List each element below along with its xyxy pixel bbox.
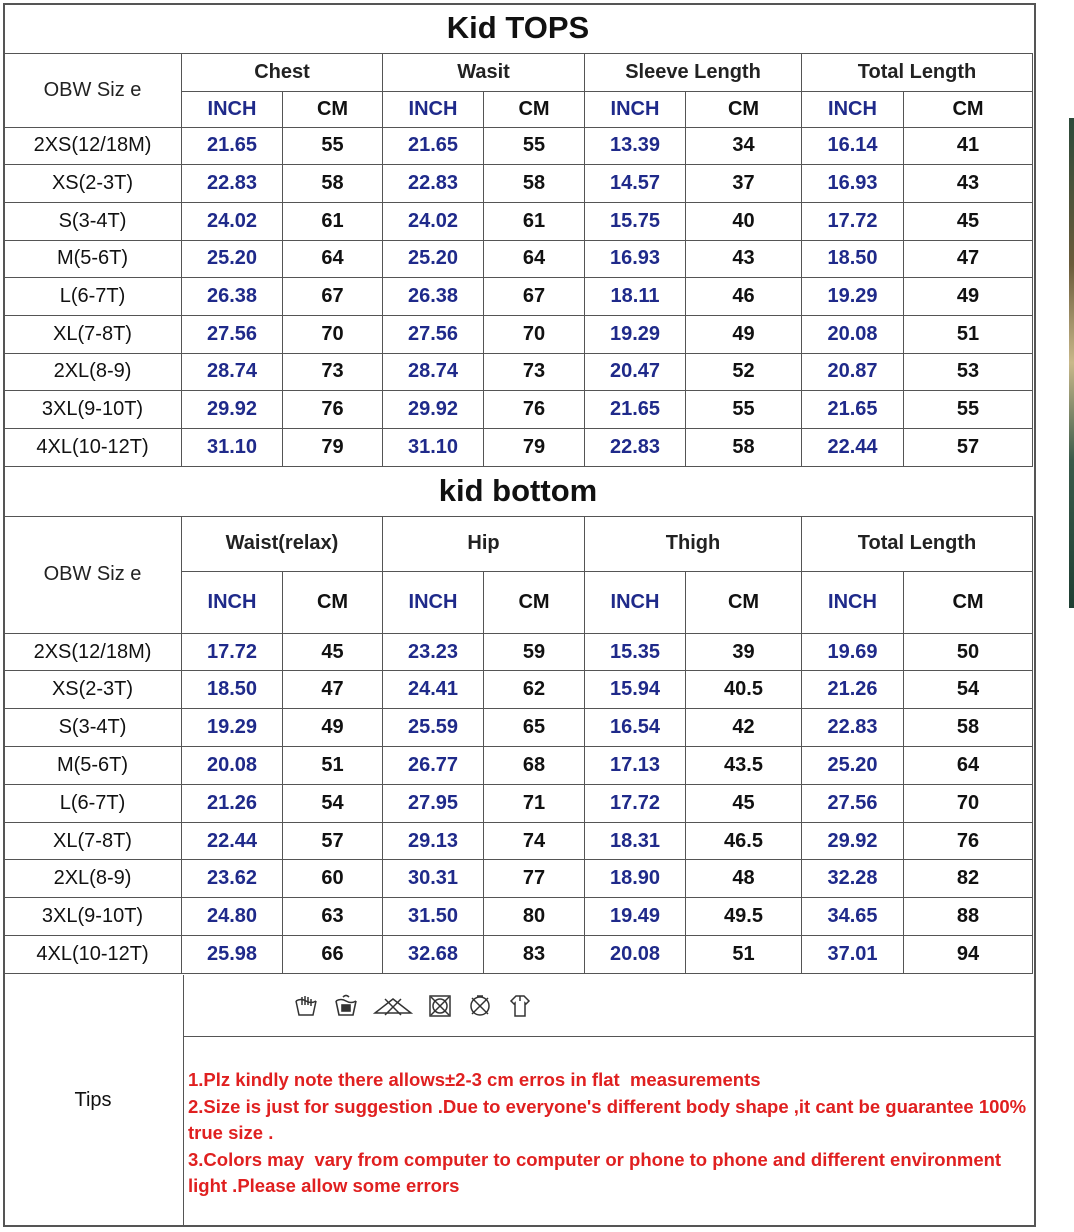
cm-value: 55 [686, 391, 802, 429]
size-label: S(3-4T) [4, 202, 182, 240]
inch-value: 20.87 [802, 353, 904, 391]
size-label: M(5-6T) [4, 747, 182, 785]
bottom-group-hip: Hip [383, 516, 585, 571]
tip-note-2: 2.Size is just for suggestion .Due to everyone's different body shape ,it cant be guarantee 100% true size . [188, 1095, 1032, 1143]
inch-value: 31.10 [383, 429, 484, 467]
tops-row [4, 202, 1033, 240]
cm-value: 54 [904, 671, 1033, 709]
unit-cm: CM [686, 571, 802, 633]
inch-value: 25.59 [383, 709, 484, 747]
inch-value: 16.93 [585, 240, 686, 278]
cm-value: 61 [484, 202, 585, 240]
size-label: 4XL(10-12T) [4, 429, 182, 467]
inch-value: 22.83 [182, 165, 283, 203]
unit-cm: CM [484, 91, 585, 127]
inch-value: 18.90 [585, 860, 686, 898]
cm-value: 49 [283, 709, 383, 747]
size-label: L(6-7T) [4, 784, 182, 822]
cm-value: 52 [686, 353, 802, 391]
inch-value: 29.92 [802, 822, 904, 860]
unit-cm: CM [283, 91, 383, 127]
do-not-bleach-icon [373, 993, 413, 1019]
inch-value: 25.20 [182, 240, 283, 278]
inch-value: 21.65 [383, 127, 484, 165]
size-label: 4XL(10-12T) [4, 936, 182, 974]
cm-value: 49 [686, 315, 802, 353]
inch-value: 19.29 [182, 709, 283, 747]
inch-value: 19.69 [802, 633, 904, 671]
size-label: 2XS(12/18M) [4, 127, 182, 165]
tops-row [4, 429, 1033, 467]
size-label: L(6-7T) [4, 278, 182, 316]
inch-value: 18.11 [585, 278, 686, 316]
inch-value: 34.65 [802, 898, 904, 936]
inch-value: 31.10 [182, 429, 283, 467]
cm-value: 70 [904, 784, 1033, 822]
tips-notes [188, 1067, 1032, 1200]
inch-value: 24.02 [182, 202, 283, 240]
inch-value: 21.26 [802, 671, 904, 709]
cm-value: 58 [283, 165, 383, 203]
cm-value: 45 [904, 202, 1033, 240]
inch-value: 19.49 [585, 898, 686, 936]
cm-value: 45 [686, 784, 802, 822]
cm-value: 73 [283, 353, 383, 391]
cropped-photo-edge [1069, 118, 1074, 608]
inch-value: 25.98 [182, 936, 283, 974]
size-label: 3XL(9-10T) [4, 391, 182, 429]
inch-value: 20.08 [585, 936, 686, 974]
bottom-row [4, 784, 1033, 822]
tops-row [4, 278, 1033, 316]
do-not-tumble-dry-icon [427, 993, 453, 1019]
hand-wash-icon [293, 993, 319, 1019]
inch-value: 16.14 [802, 127, 904, 165]
cm-value: 80 [484, 898, 585, 936]
unit-inch: INCH [585, 91, 686, 127]
bottom-table-body [4, 633, 1033, 973]
inch-value: 19.29 [585, 315, 686, 353]
cm-value: 58 [484, 165, 585, 203]
cm-value: 58 [904, 709, 1033, 747]
size-label: 3XL(9-10T) [4, 898, 182, 936]
inch-value: 23.23 [383, 633, 484, 671]
bottom-row [4, 747, 1033, 785]
inch-value: 27.56 [802, 784, 904, 822]
cm-value: 40 [686, 202, 802, 240]
cm-value: 65 [484, 709, 585, 747]
inch-value: 23.62 [182, 860, 283, 898]
unit-inch: INCH [802, 91, 904, 127]
bottom-row [4, 898, 1033, 936]
inch-value: 37.01 [802, 936, 904, 974]
unit-inch: INCH [585, 571, 686, 633]
cm-value: 63 [283, 898, 383, 936]
cm-value: 41 [904, 127, 1033, 165]
size-label: 2XS(12/18M) [4, 633, 182, 671]
cm-value: 45 [283, 633, 383, 671]
inch-value: 25.20 [383, 240, 484, 278]
inch-value: 25.20 [802, 747, 904, 785]
cm-value: 66 [283, 936, 383, 974]
tip-note-1: 1.Plz kindly note there allows±2-3 cm erros in flat measurements [188, 1069, 761, 1090]
bottom-row [4, 671, 1033, 709]
cm-value: 53 [904, 353, 1033, 391]
cm-value: 67 [484, 278, 585, 316]
unit-inch: INCH [182, 571, 283, 633]
cm-value: 73 [484, 353, 585, 391]
inch-value: 22.83 [802, 709, 904, 747]
cm-value: 70 [283, 315, 383, 353]
inch-value: 14.57 [585, 165, 686, 203]
cm-value: 54 [283, 784, 383, 822]
inch-value: 22.44 [802, 429, 904, 467]
inch-value: 26.38 [383, 278, 484, 316]
cm-value: 39 [686, 633, 802, 671]
inch-value: 21.65 [585, 391, 686, 429]
tops-table-body [4, 127, 1033, 466]
inch-value: 31.50 [383, 898, 484, 936]
tops-group-total-length: Total Length [802, 53, 1033, 91]
inch-value: 27.56 [182, 315, 283, 353]
cm-value: 57 [904, 429, 1033, 467]
inch-value: 17.72 [585, 784, 686, 822]
cm-value: 43 [904, 165, 1033, 203]
unit-inch: INCH [182, 91, 283, 127]
unit-cm: CM [904, 571, 1033, 633]
inch-value: 29.92 [383, 391, 484, 429]
unit-cm: CM [283, 571, 383, 633]
tops-row [4, 240, 1033, 278]
inch-value: 21.65 [182, 127, 283, 165]
cm-value: 60 [283, 860, 383, 898]
inch-value: 20.08 [802, 315, 904, 353]
tip-note-3: 3.Colors may vary from computer to computer or phone to phone and different environment light .Please allow some errors [188, 1148, 1007, 1196]
cm-value: 79 [283, 429, 383, 467]
cm-value: 49.5 [686, 898, 802, 936]
bottom-group-thigh: Thigh [585, 516, 802, 571]
cm-value: 71 [484, 784, 585, 822]
bottom-row [4, 860, 1033, 898]
tops-row [4, 127, 1033, 165]
inch-value: 15.75 [585, 202, 686, 240]
cm-value: 74 [484, 822, 585, 860]
tops-row [4, 353, 1033, 391]
unit-inch: INCH [383, 571, 484, 633]
inch-value: 20.47 [585, 353, 686, 391]
unit-cm: CM [484, 571, 585, 633]
bottom-group-waist: Waist(relax) [182, 516, 383, 571]
inch-value: 22.83 [383, 165, 484, 203]
cm-value: 64 [484, 240, 585, 278]
cm-value: 82 [904, 860, 1033, 898]
cm-value: 55 [904, 391, 1033, 429]
inch-value: 28.74 [383, 353, 484, 391]
inch-value: 18.50 [182, 671, 283, 709]
size-label: 2XL(8-9) [4, 353, 182, 391]
cm-value: 50 [904, 633, 1033, 671]
cm-value: 37 [686, 165, 802, 203]
tops-size-table [3, 3, 1033, 974]
cm-value: 59 [484, 633, 585, 671]
cm-value: 61 [283, 202, 383, 240]
cm-value: 46.5 [686, 822, 802, 860]
cm-value: 70 [484, 315, 585, 353]
inch-value: 20.08 [182, 747, 283, 785]
cm-value: 51 [904, 315, 1033, 353]
inch-value: 26.77 [383, 747, 484, 785]
cm-value: 76 [904, 822, 1033, 860]
tops-group-sleeve-length: Sleeve Length [585, 53, 802, 91]
inch-value: 28.74 [182, 353, 283, 391]
wash-tub-icon [333, 993, 359, 1019]
cm-value: 40.5 [686, 671, 802, 709]
cm-value: 43.5 [686, 747, 802, 785]
inch-value: 19.29 [802, 278, 904, 316]
inch-value: 15.35 [585, 633, 686, 671]
tops-title: Kid TOPS [4, 3, 1033, 53]
inch-value: 17.72 [182, 633, 283, 671]
inch-value: 32.68 [383, 936, 484, 974]
care-icons-row [183, 975, 1034, 1037]
inch-value: 24.80 [182, 898, 283, 936]
inch-value: 29.92 [182, 391, 283, 429]
inch-value: 24.02 [383, 202, 484, 240]
cm-value: 68 [484, 747, 585, 785]
cm-value: 49 [904, 278, 1033, 316]
bottom-size-header: OBW Siz e [4, 516, 182, 633]
unit-cm: CM [904, 91, 1033, 127]
inch-value: 27.56 [383, 315, 484, 353]
size-label: XL(7-8T) [4, 315, 182, 353]
tops-row [4, 315, 1033, 353]
inch-value: 18.31 [585, 822, 686, 860]
inch-value: 17.72 [802, 202, 904, 240]
tops-size-header: OBW Siz e [4, 53, 182, 127]
size-label: 2XL(8-9) [4, 860, 182, 898]
inch-value: 24.41 [383, 671, 484, 709]
tops-group-chest: Chest [182, 53, 383, 91]
cm-value: 64 [283, 240, 383, 278]
cm-value: 42 [686, 709, 802, 747]
bottom-row [4, 633, 1033, 671]
cm-value: 62 [484, 671, 585, 709]
cm-value: 79 [484, 429, 585, 467]
cm-value: 64 [904, 747, 1033, 785]
cm-value: 43 [686, 240, 802, 278]
inch-value: 21.65 [802, 391, 904, 429]
bottom-row [4, 936, 1033, 974]
tops-row [4, 165, 1033, 203]
inch-value: 13.39 [585, 127, 686, 165]
do-not-dry-clean-icon [467, 993, 493, 1019]
unit-inch: INCH [383, 91, 484, 127]
cm-value: 51 [283, 747, 383, 785]
cm-value: 58 [686, 429, 802, 467]
cm-value: 76 [484, 391, 585, 429]
tips-label: Tips [3, 975, 184, 1225]
cm-value: 67 [283, 278, 383, 316]
cm-value: 47 [283, 671, 383, 709]
cm-value: 83 [484, 936, 585, 974]
size-label: XS(2-3T) [4, 165, 182, 203]
tips-section [3, 975, 1036, 1227]
bottom-row [4, 822, 1033, 860]
hang-dry-icon [507, 993, 533, 1019]
cm-value: 76 [283, 391, 383, 429]
inch-value: 18.50 [802, 240, 904, 278]
inch-value: 26.38 [182, 278, 283, 316]
size-label: XS(2-3T) [4, 671, 182, 709]
cm-value: 46 [686, 278, 802, 316]
inch-value: 17.13 [585, 747, 686, 785]
inch-value: 27.95 [383, 784, 484, 822]
size-label: M(5-6T) [4, 240, 182, 278]
cm-value: 47 [904, 240, 1033, 278]
inch-value: 30.31 [383, 860, 484, 898]
inch-value: 16.54 [585, 709, 686, 747]
inch-value: 15.94 [585, 671, 686, 709]
cm-value: 77 [484, 860, 585, 898]
cm-value: 88 [904, 898, 1033, 936]
cm-value: 55 [484, 127, 585, 165]
size-label: XL(7-8T) [4, 822, 182, 860]
inch-value: 29.13 [383, 822, 484, 860]
cm-value: 34 [686, 127, 802, 165]
tops-group-waist: Wasit [383, 53, 585, 91]
size-label: S(3-4T) [4, 709, 182, 747]
unit-cm: CM [686, 91, 802, 127]
inch-value: 32.28 [802, 860, 904, 898]
cm-value: 55 [283, 127, 383, 165]
cm-value: 94 [904, 936, 1033, 974]
tops-row [4, 391, 1033, 429]
bottom-title: kid bottom [4, 466, 1033, 516]
cm-value: 51 [686, 936, 802, 974]
unit-inch: INCH [802, 571, 904, 633]
bottom-row [4, 709, 1033, 747]
inch-value: 16.93 [802, 165, 904, 203]
cm-value: 57 [283, 822, 383, 860]
bottom-group-total-length: Total Length [802, 516, 1033, 571]
inch-value: 21.26 [182, 784, 283, 822]
cm-value: 48 [686, 860, 802, 898]
inch-value: 22.44 [182, 822, 283, 860]
inch-value: 22.83 [585, 429, 686, 467]
